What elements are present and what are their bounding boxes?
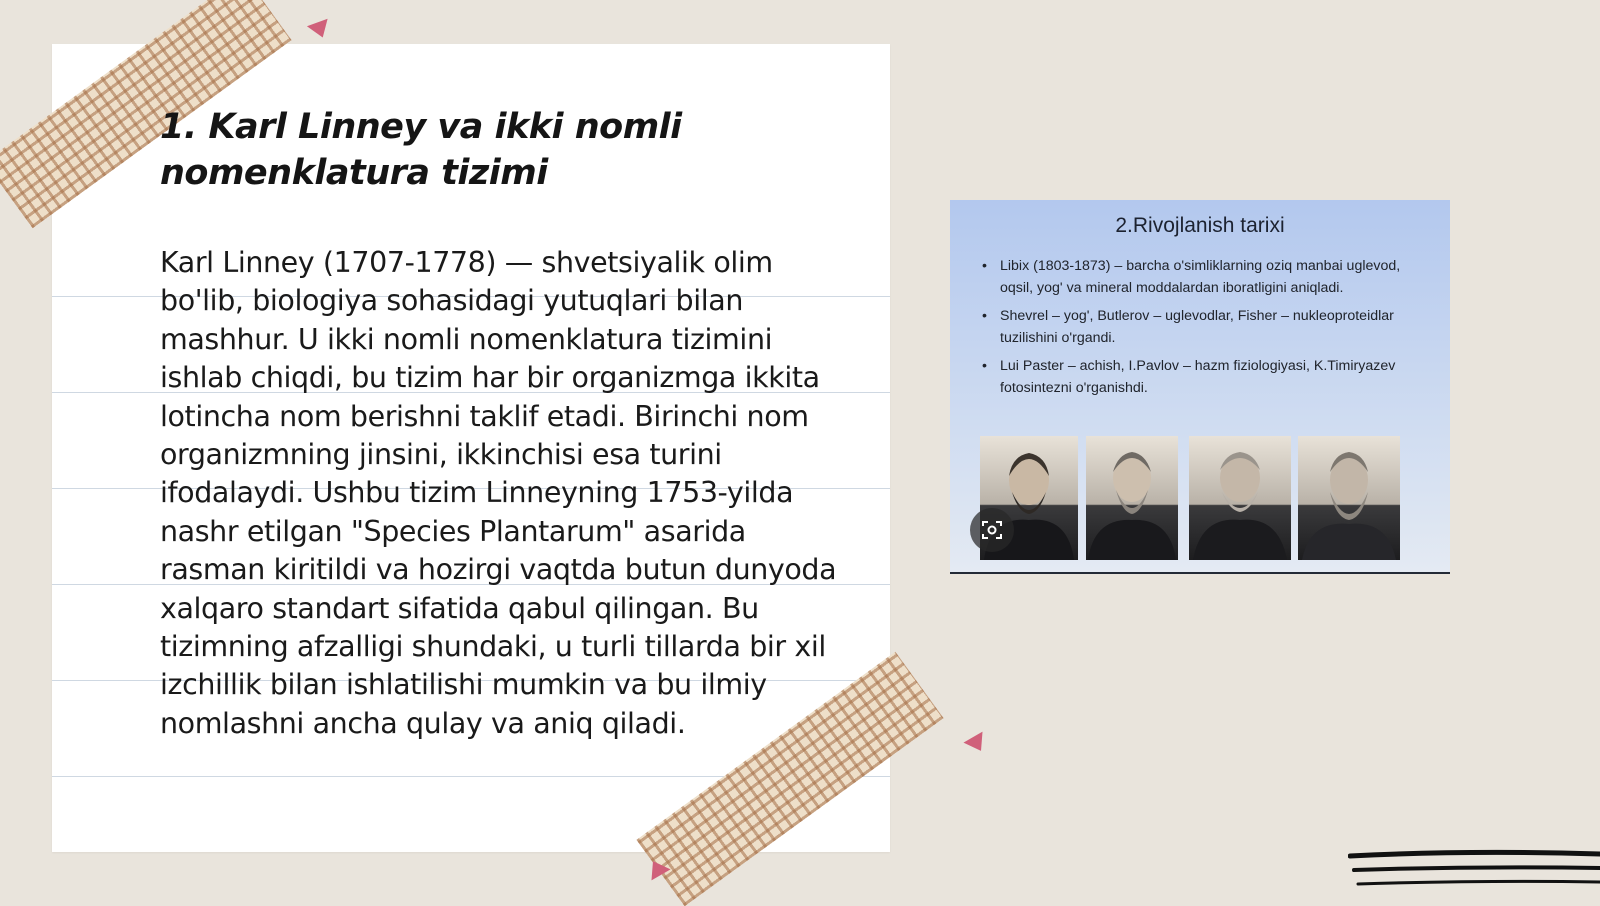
image-search-icon[interactable]: [970, 508, 1014, 552]
slide-body-text: Karl Linney (1707-1778) — shvetsiyalik olim bo'lib, biologiya sohasidagi yutuqlari bilan mashhur. U ikki nomli nomenklatura tizimini ishlab chiqdi, bu tizim har bir organizmga ikkita lotincha nom berishni taklif etadi. Birinchi nom organizmning jinsini, ikkinchisi esa turini ifodalaydi. Ushbu tizim Linneyning 1753-yilda nashr etilgan "Species Plantarum" asarida rasman kiritildi va hozirgi vaqtda butun dunyoda xalqaro standart sifatida qabul qilingan. Bu tizimning afzalligi shundaki, u turli tillarda bir xil izchillik bilan ishlatilishi mumkin va bu ilmiy nomlashni ancha qulay va aniq qiladi.: [160, 246, 837, 740]
pin-decoration: [307, 19, 333, 42]
embedded-slide-title: 2.Rivojlanish tarixi: [1115, 214, 1285, 237]
decorative-lines: [1348, 848, 1600, 892]
embedded-slide-image: [950, 200, 1450, 574]
scientist-portrait: [1298, 436, 1400, 560]
pin-decoration: [963, 732, 990, 757]
embedded-bullet-item: • Shevrel – yog', Butlerov – uglevodlar, Fisher – nukleoproteidlar tuzilishini o'rgandi.: [982, 306, 1422, 349]
embedded-bullet-item: • Libix (1803-1873) – barcha o'simliklarning oziq manbai uglevod, oqsil, yog' va mineral moddalardan iboratligini aniqladi.: [982, 256, 1422, 299]
scientist-portrait: [1189, 436, 1291, 560]
slide-title: 1. Karl Linney va ikki nomli nomenklatura tizimi: [160, 107, 682, 193]
scientist-portrait: [1086, 436, 1178, 560]
embedded-bullet-item: • Lui Paster – achish, I.Pavlov – hazm fiziologiyasi, K.Timiryazev fotosintezni o'rganishdi.: [982, 356, 1422, 399]
embedded-bullet-list: [982, 256, 1422, 406]
